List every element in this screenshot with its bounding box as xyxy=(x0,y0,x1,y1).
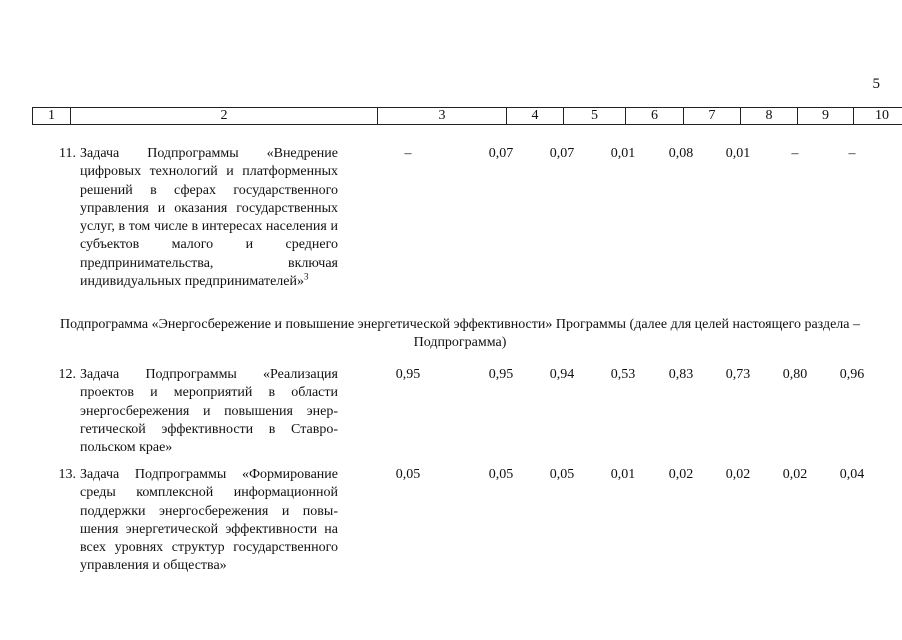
cell-value: 0,73 xyxy=(725,367,751,382)
cell-value: 0,01 xyxy=(610,467,636,482)
row-description: Задача Подпрограммы «Формирование среды комплексной информационной поддержки энергосбережения и повышения энергетической эффективности на всех уровнях структур государственного управления и общества» xyxy=(80,467,338,574)
column-header-cell: 7 xyxy=(684,108,741,125)
cell-value: 0,94 xyxy=(549,367,575,382)
row-description xyxy=(80,145,338,291)
cell-value: 0,01 xyxy=(725,146,751,161)
cell-value: 0,95 xyxy=(488,367,514,382)
page-number: 5 xyxy=(872,76,880,92)
section-heading: Подпрограмма «Энергосбережение и повышение энергетической эффективности» Программы (далее для целей настоящего раздела – Подпрограмма) xyxy=(60,317,860,350)
cell-value: 0,07 xyxy=(549,146,575,161)
cell-value: 0,05 xyxy=(488,467,514,482)
column-header-cell: 8 xyxy=(741,108,798,125)
row-description: Задача Подпрограммы «Реализация проектов и мероприятий в области энергосбережения и повышения энергетической эффективности в Ставропольском крае» xyxy=(80,367,338,456)
column-header-row xyxy=(33,108,902,125)
cell-value: 0,05 xyxy=(395,467,421,482)
cell-value: 0,95 xyxy=(395,367,421,382)
cell-value: – xyxy=(404,146,412,161)
column-header-cell: 10 xyxy=(854,108,902,125)
footnote-marker: 3 xyxy=(304,271,309,282)
cell-value: 0,08 xyxy=(668,146,694,161)
row-number: 12. xyxy=(58,367,76,382)
cell-value: 0,05 xyxy=(549,467,575,482)
cell-value: 0,53 xyxy=(610,367,636,382)
column-header-cell: 2 xyxy=(71,108,378,125)
cell-value: 0,02 xyxy=(782,467,808,482)
row-number: 11. xyxy=(59,146,76,161)
column-header-cell: 3 xyxy=(378,108,507,125)
column-header-cell: 9 xyxy=(798,108,854,125)
row-number: 13. xyxy=(58,467,76,482)
cell-value: 0,83 xyxy=(668,367,694,382)
column-header-cell: 1 xyxy=(33,108,71,125)
column-header-cell: 4 xyxy=(507,108,564,125)
column-header-cell: 6 xyxy=(626,108,684,125)
column-header-cell: 5 xyxy=(564,108,626,125)
cell-value: – xyxy=(791,146,799,161)
cell-value: 0,01 xyxy=(610,146,636,161)
cell-value: 0,80 xyxy=(782,367,808,382)
cell-value: 0,02 xyxy=(668,467,694,482)
column-header-table xyxy=(32,107,902,125)
cell-value: 0,02 xyxy=(725,467,751,482)
cell-value: – xyxy=(848,146,856,161)
cell-value: 0,04 xyxy=(839,467,865,482)
row-description-text: Задача Подпрограммы «Внедрение цифровых технологий и платформенных решений в сферах государственного управления и оказания государственных услуг, в том числе в интересах населения и субъектов малого и среднего предпринимательства, включая индивидуальных предпринимателей» xyxy=(80,146,338,290)
cell-value: 0,07 xyxy=(488,146,514,161)
cell-value: 0,96 xyxy=(839,367,865,382)
